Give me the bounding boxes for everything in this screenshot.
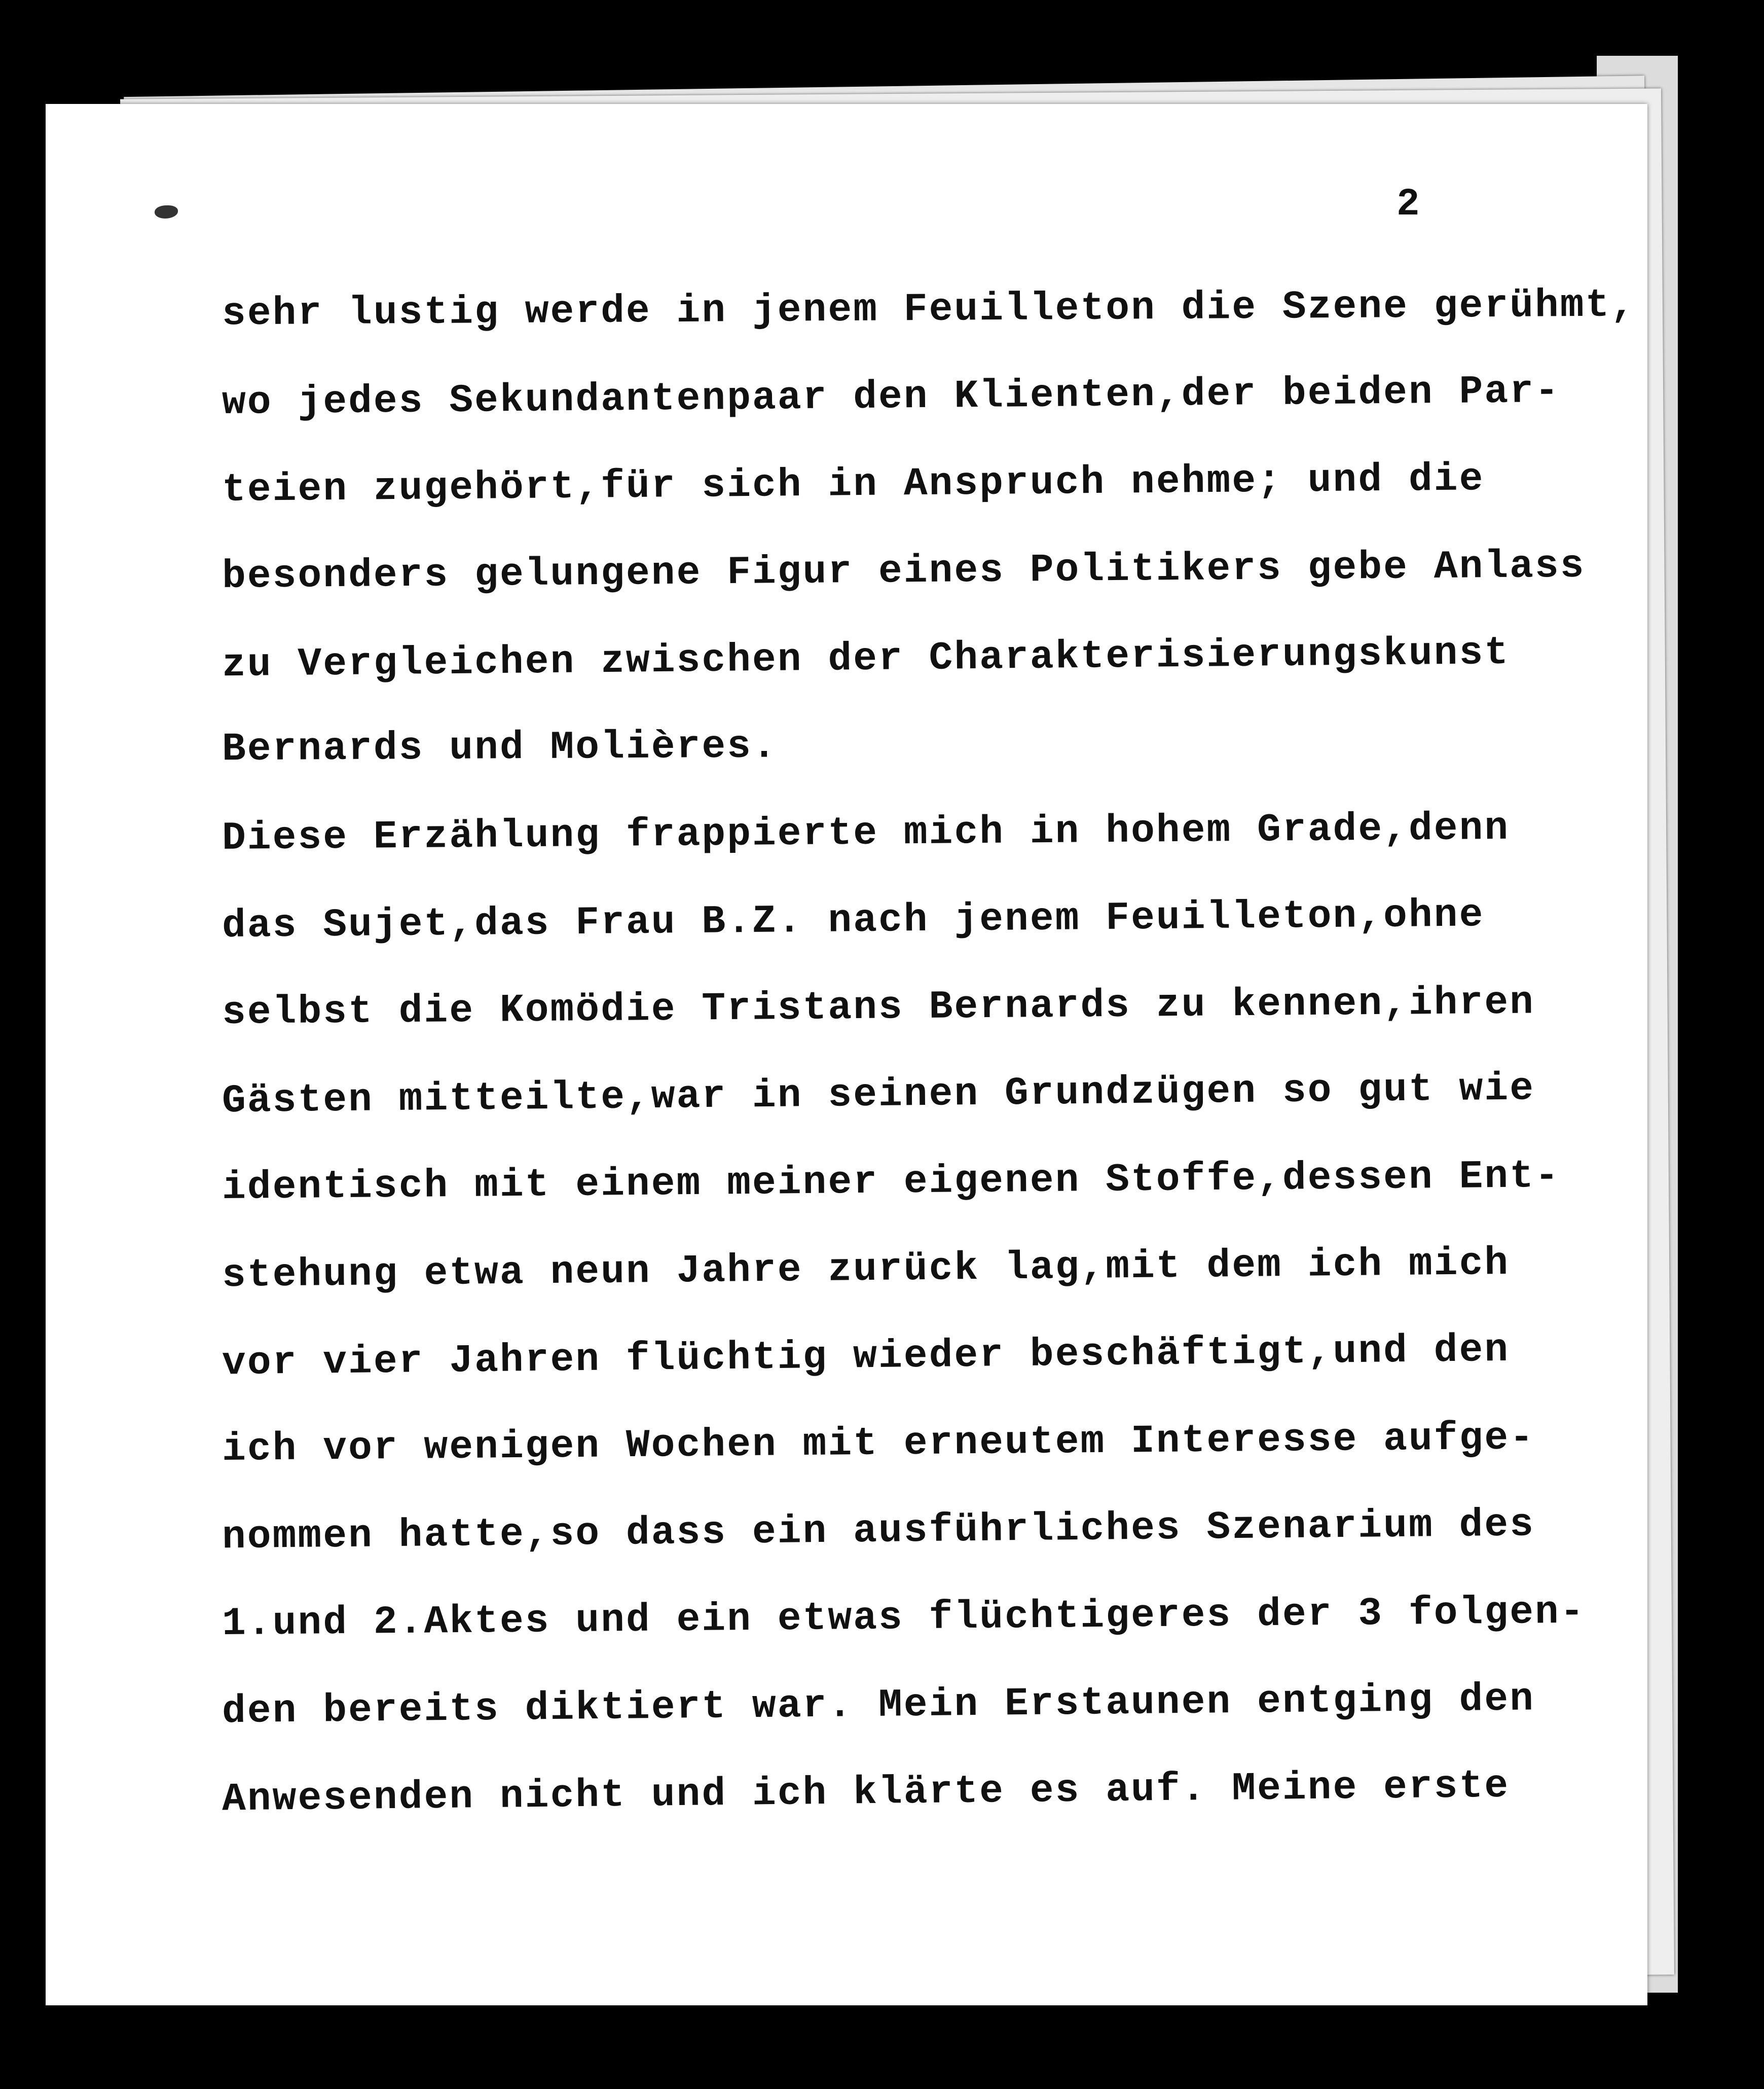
text-line: das Sujet,das Frau B.Z. nach jenem Feuilleton,ohne bbox=[222, 893, 1485, 949]
ink-blot bbox=[155, 205, 178, 219]
typewritten-page bbox=[46, 104, 1647, 2005]
text-line: Gästen mitteilte,war in seinen Grundzügen so gut wie bbox=[222, 1066, 1535, 1124]
text-line: teien zugehört,für sich in Anspruch nehme; und die bbox=[222, 457, 1485, 513]
text-line: vor vier Jahren flüchtig wieder beschäftigt,und den bbox=[222, 1327, 1510, 1386]
text-line: wo jedes Sekundantenpaar den Klienten,der beiden Par- bbox=[222, 369, 1561, 426]
text-line: selbst die Komödie Tristans Bernards zu kennen,ihren bbox=[222, 980, 1535, 1035]
text-line: zu Vergleichen zwischen der Charakterisierungskunst bbox=[222, 630, 1510, 688]
text-line: besonders gelungene Figur eines Politikers gebe Anlass bbox=[222, 544, 1586, 599]
text-line: nommen hatte,so dass ein ausführliches Szenarium des bbox=[222, 1502, 1535, 1560]
page-number: 2 bbox=[1396, 183, 1420, 226]
text-line: Anwesenden nicht und ich klärte es auf. Meine erste bbox=[222, 1763, 1510, 1822]
text-line: Bernards und Molières. bbox=[222, 724, 778, 772]
text-line: den bereits diktiert war. Mein Erstaunen entging den bbox=[222, 1677, 1535, 1735]
text-line: Diese Erzählung frappierte mich in hohem Grade,denn bbox=[222, 806, 1510, 861]
text-line: ich vor wenigen Wochen mit erneutem Interesse aufge- bbox=[222, 1416, 1535, 1472]
text-line: stehung etwa neun Jahre zurück lag,mit dem ich mich bbox=[222, 1241, 1510, 1299]
body-text bbox=[222, 266, 1636, 1836]
text-line: sehr lustig werde in jenem Feuilleton die Szene gerühmt, bbox=[222, 283, 1636, 337]
text-line: identisch mit einem meiner eigenen Stoffe,dessen Ent- bbox=[222, 1154, 1561, 1211]
text-line: 1.und 2.Aktes und ein etwas flüchtigeres der 3 folgen- bbox=[222, 1590, 1586, 1647]
